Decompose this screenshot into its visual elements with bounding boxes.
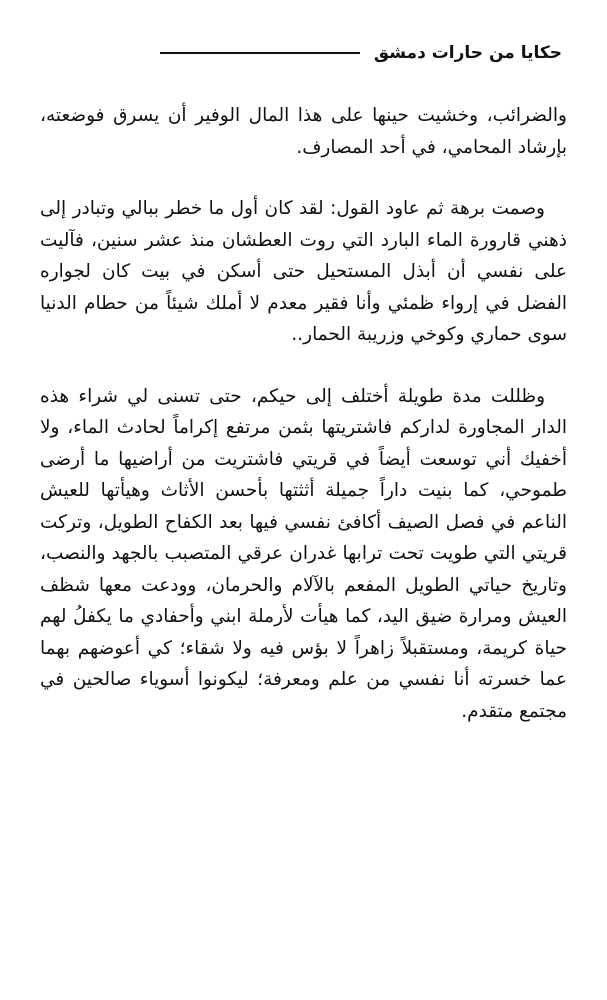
header-rule	[160, 52, 360, 54]
running-header	[40, 38, 562, 68]
running-header-title: حكايا من حارات دمشق	[373, 43, 562, 63]
body-text	[40, 100, 567, 757]
paragraph: وصمت برهة ثم عاود القول: لقد كان أول ما خطر ببالي وتبادر إلى ذهني قارورة الماء البارد التي روت العطشان منذ عشر سنين، فآليت على نفسي أن أبذل المستحيل حتى أسكن في بيت كان لجواره الفضل في إرواء ظمئي وأنا فقير معدم لا أملك شيئاً من حطام الدنيا سوى حماري وكوخي وزريبة الحمار..	[40, 198, 567, 345]
paragraph: والضرائب، وخشيت حينها على هذا المال الوفير أن يسرق فوضعته، بإرشاد المحامي، في أحد المصارف.	[40, 105, 567, 158]
paragraph: وظللت مدة طويلة أختلف إلى حيكم، حتى تسنى لي شراء هذه الدار المجاورة لداركم فاشتريتها بثمن مرتفع إكراماً لحادث الماء، ولا أخفيك أني توسعت أيضاً في قريتي فاشتريت من أراضيها ما أرضى طموحي، كما بنيت داراً جميلة أثثتها بأحسن الأثاث وهيأتها للعيش الناعم في فصل الصيف أكافئ نفسي فيها بعد الكفاح الطويل، وتركت قريتي التي طويت تحت ترابها غدران عرقي المتصبب بالجهد والنصب، وتاريخ حياتي الطويل المفعم بالآلام والحرمان، وودعت معها شظف العيش ومرارة ضيق اليد، كما هيأت لأرملة ابني وأحفادي ما يكفلُ لهم حياة كريمة، ومستقبلاً زاهراً لا بؤس فيه ولا شقاء؛ كي أعوضهم بهما عما خسرته أنا نفسي من علم ومعرفة؛ ليكونوا أسوياء صالحين في مجتمع متقدم.	[40, 385, 567, 722]
